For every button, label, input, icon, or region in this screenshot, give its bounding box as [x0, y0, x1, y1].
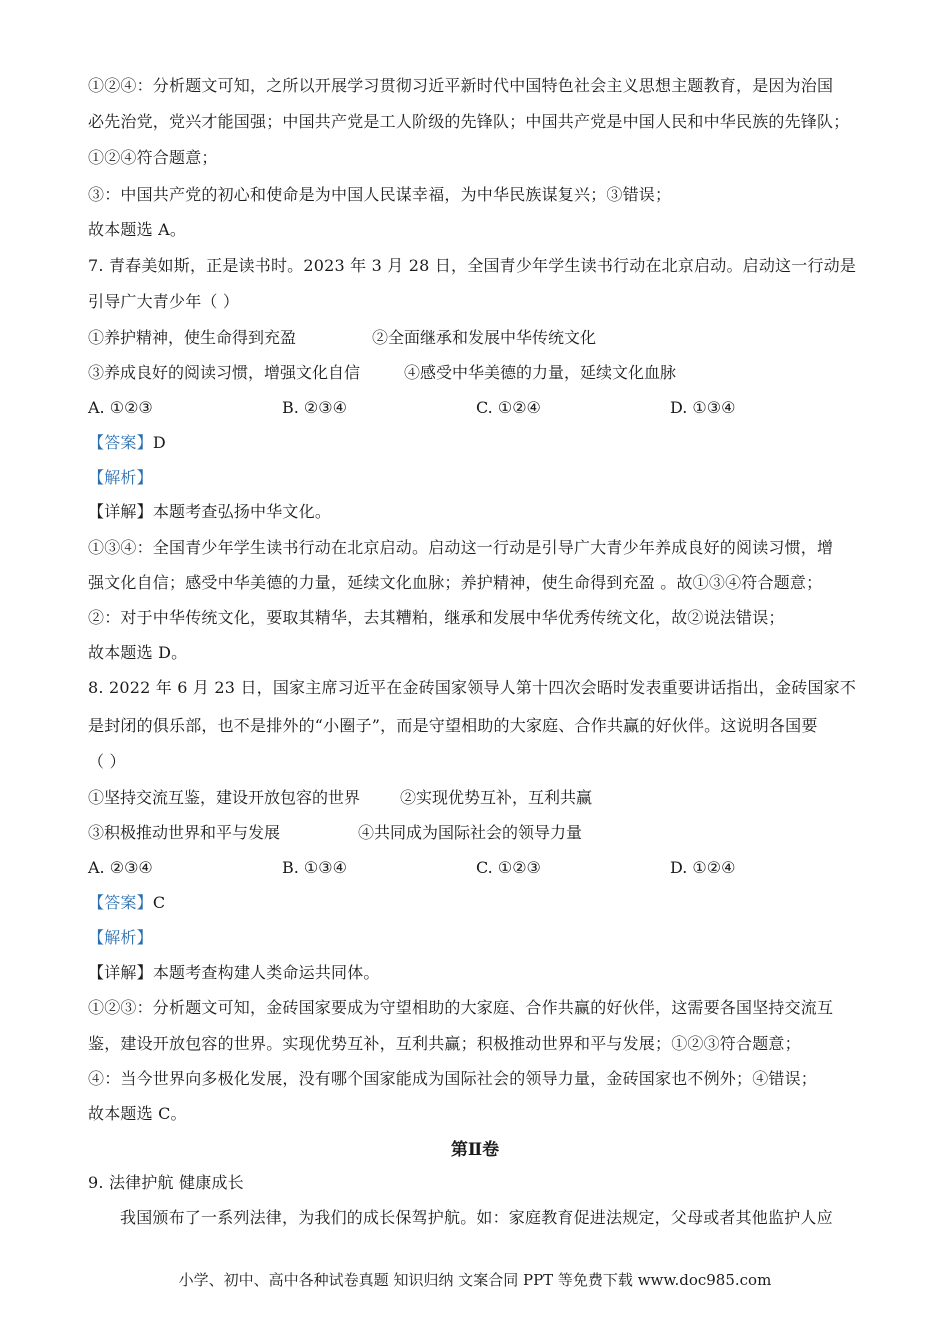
q7-stem-line-1: 7. 青春美如斯，正是读书时。2023 年 3 月 28 日，全国青少年学生读书行动在北京启动。启动这一行动是 — [88, 256, 857, 275]
q7-analysis-tag: 【解析】 — [88, 468, 153, 487]
detail-tag: 【详解】 — [88, 963, 153, 982]
q8-explanation-line-1: ①②③：分析题文可知，金砖国家要成为守望相助的大家庭、合作共赢的好伙伴，这需要各国坚持交流互 — [88, 998, 834, 1017]
q8-choice-2: ②实现优势互补，互利共赢 — [400, 788, 593, 807]
q7-explanation-line-3: ②：对于中华传统文化，要取其精华，去其糟粕，继承和发展中华优秀传统文化，故②说法错误； — [88, 608, 785, 627]
q7-answer — [88, 432, 166, 454]
q8-answer — [88, 892, 165, 914]
q6-conclusion: 故本题选 A。 — [88, 220, 187, 239]
q6-explanation-line-1: ①②④：分析题文可知，之所以开展学习贯彻习近平新时代中国特色社会主义思想主题教育，是因为治国 — [88, 76, 834, 95]
q7-option-c: C. ①②④ — [476, 398, 541, 417]
q6-explanation-line-3: ①②④符合题意； — [88, 148, 218, 167]
q7-explanation-line-2: 强文化自信；感受中华美德的力量，延续文化血脉；养护精神，使生命得到充盈 。故①③④符合题意； — [88, 573, 823, 592]
q7-explanation-line-1: ①③④：全国青少年学生读书行动在北京启动。启动这一行动是引导广大青少年养成良好的阅读习惯，增 — [88, 538, 834, 557]
q8-option-d: D. ①②④ — [670, 858, 736, 877]
q9-title: 9. 法律护航 健康成长 — [88, 1173, 244, 1192]
q7-choice-3: ③养成良好的阅读习惯，增强文化自信 — [88, 363, 361, 382]
q8-conclusion: 故本题选 C。 — [88, 1104, 187, 1123]
q8-choice-4: ④共同成为国际社会的领导力量 — [358, 823, 583, 842]
q9-paragraph: 我国颁布了一系列法律，为我们的成长保驾护航。如：家庭教育促进法规定，父母或者其他监护人应 — [120, 1208, 833, 1227]
answer-tag: 【答案】 — [88, 893, 153, 912]
q7-choice-1: ①养护精神，使生命得到充盈 — [88, 328, 297, 347]
answer-tag: 【答案】 — [88, 433, 153, 452]
q7-conclusion: 故本题选 D。 — [88, 643, 188, 662]
q7-option-a: A. ①②③ — [88, 398, 153, 417]
q8-choice-3: ③积极推动世界和平与发展 — [88, 823, 281, 842]
q6-explanation-line-4: ③：中国共产党的初心和使命是为中国人民谋幸福，为中华民族谋复兴；③错误； — [88, 185, 672, 204]
detail-tag: 【详解】 — [88, 502, 153, 521]
q8-analysis-tag: 【解析】 — [88, 928, 153, 947]
q8-option-a: A. ②③④ — [88, 858, 153, 877]
q8-choice-1: ①坚持交流互鉴，建设开放包容的世界 — [88, 788, 361, 807]
q7-detail: 【详解】本题考查弘扬中华文化。 — [88, 502, 332, 521]
q8-explanation-line-2: 鉴，建设开放包容的世界。实现优势互补，互利共赢；积极推动世界和平与发展；①②③符合题意； — [88, 1034, 801, 1053]
answer-value: C — [152, 893, 166, 912]
q7-stem-line-2: 引导广大青少年（ ） — [88, 292, 240, 311]
answer-value: D — [152, 433, 166, 452]
q8-stem-line-1: 8. 2022 年 6 月 23 日，国家主席习近平在金砖国家领导人第十四次会晤时发表重要讲话指出，金砖国家不 — [88, 678, 857, 697]
page-footer: 小学、初中、高中各种试卷真题 知识归纳 文案合同 PPT 等免费下载 www.doc985.com — [178, 1271, 772, 1289]
q8-explanation-line-3: ④：当今世界向多极化发展，没有哪个国家能成为国际社会的领导力量，金砖国家也不例外；④错误； — [88, 1069, 818, 1088]
q8-stem-line-2: 是封闭的俱乐部，也不是排外的“小圈子”，而是守望相助的大家庭、合作共赢的好伙伴。这说明各国要 — [88, 716, 818, 735]
q7-option-d: D. ①③④ — [670, 398, 736, 417]
q8-detail: 【详解】本题考查构建人类命运共同体。 — [88, 963, 380, 982]
q8-stem-line-3: （ ） — [88, 752, 126, 771]
q7-choice-2: ②全面继承和发展中华传统文化 — [372, 328, 597, 347]
q8-option-c: C. ①②③ — [476, 858, 541, 877]
q7-choice-4: ④感受中华美德的力量，延续文化血脉 — [404, 363, 677, 382]
q7-option-b: B. ②③④ — [282, 398, 347, 417]
q6-explanation-line-2: 必先治党，党兴才能国强；中国共产党是工人阶级的先锋队；中国共产党是中国人民和中华民族的先锋队； — [88, 112, 850, 131]
section-title: 第Ⅱ卷 — [450, 1140, 500, 1160]
q8-option-b: B. ①③④ — [282, 858, 347, 877]
